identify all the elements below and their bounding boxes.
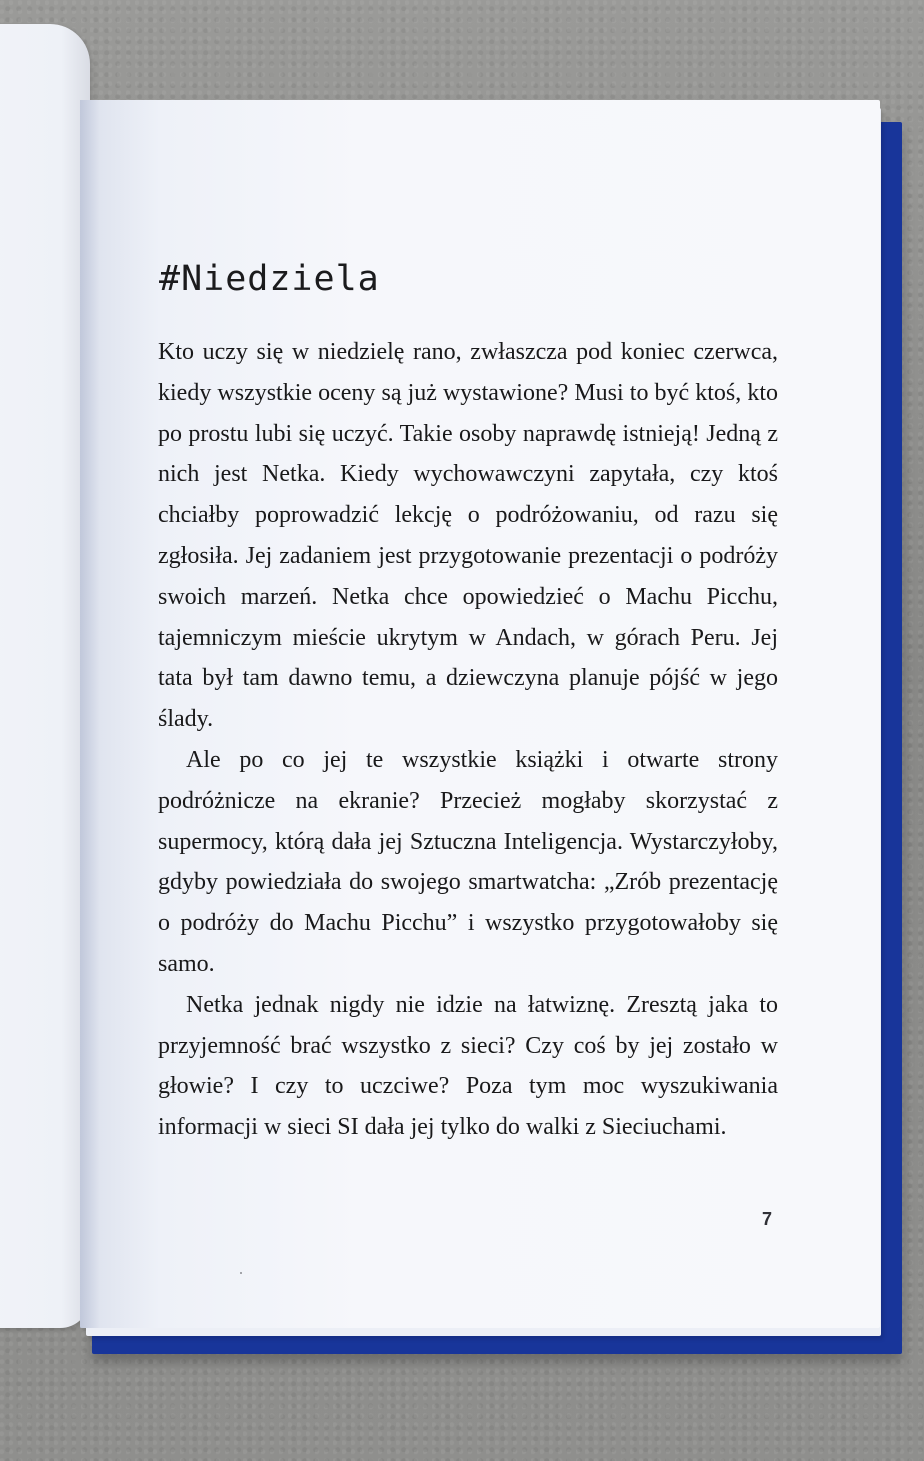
body-text [158, 332, 778, 1148]
paragraph-1: Kto uczy się w niedzielę rano, zwłaszcza pod koniec czerwca, kiedy wszystkie oceny są już wystawione? Musi to być ktoś, kto po prostu lubi się uczyć. Takie osoby naprawdę istnieją! Jedną z nich jest Netka. Kiedy wychowawczyni zapytała, czy ktoś chciałby poprowadzić lekcję o podróżowaniu, od razu się zgłosiła. Jej zadaniem jest przygotowanie prezentacji o podróży swoich marzeń. Netka chce opowiedzieć o Machu Picchu, tajemniczym mieście ukrytym w Andach, w górach Peru. Jej tata był tam dawno temu, a dziewczyna planuje pójść w jego ślady. [158, 339, 778, 733]
chapter-heading: #Niedziela [159, 259, 380, 299]
page-number: 7 [762, 1209, 773, 1229]
paragraph-2: Ale po co jej te wszystkie książki i otwarte strony podróżnicze na ekranie? Przecież mogłaby skorzystać z supermocy, którą dała jej Sztuczna Inteligencja. Wystarczyłoby, gdyby powiedziała do swojego smartwatcha: „Zrób prezentację o podróży do Machu Picchu” i wszystko przygotowałoby się samo. [158, 746, 778, 977]
paragraph-3: Netka jednak nigdy nie idzie na łatwiznę. Zresztą jaka to przyjemność brać wszystko z sieci? Czy coś by jej zostało w głowie? I czy to uczciwe? Poza tym moc wyszukiwania informacji w sieci SI dała jej tylko do walki z Sieciuchami. [158, 991, 778, 1141]
paper-speck [240, 1272, 242, 1274]
left-page-edge [0, 24, 90, 1328]
